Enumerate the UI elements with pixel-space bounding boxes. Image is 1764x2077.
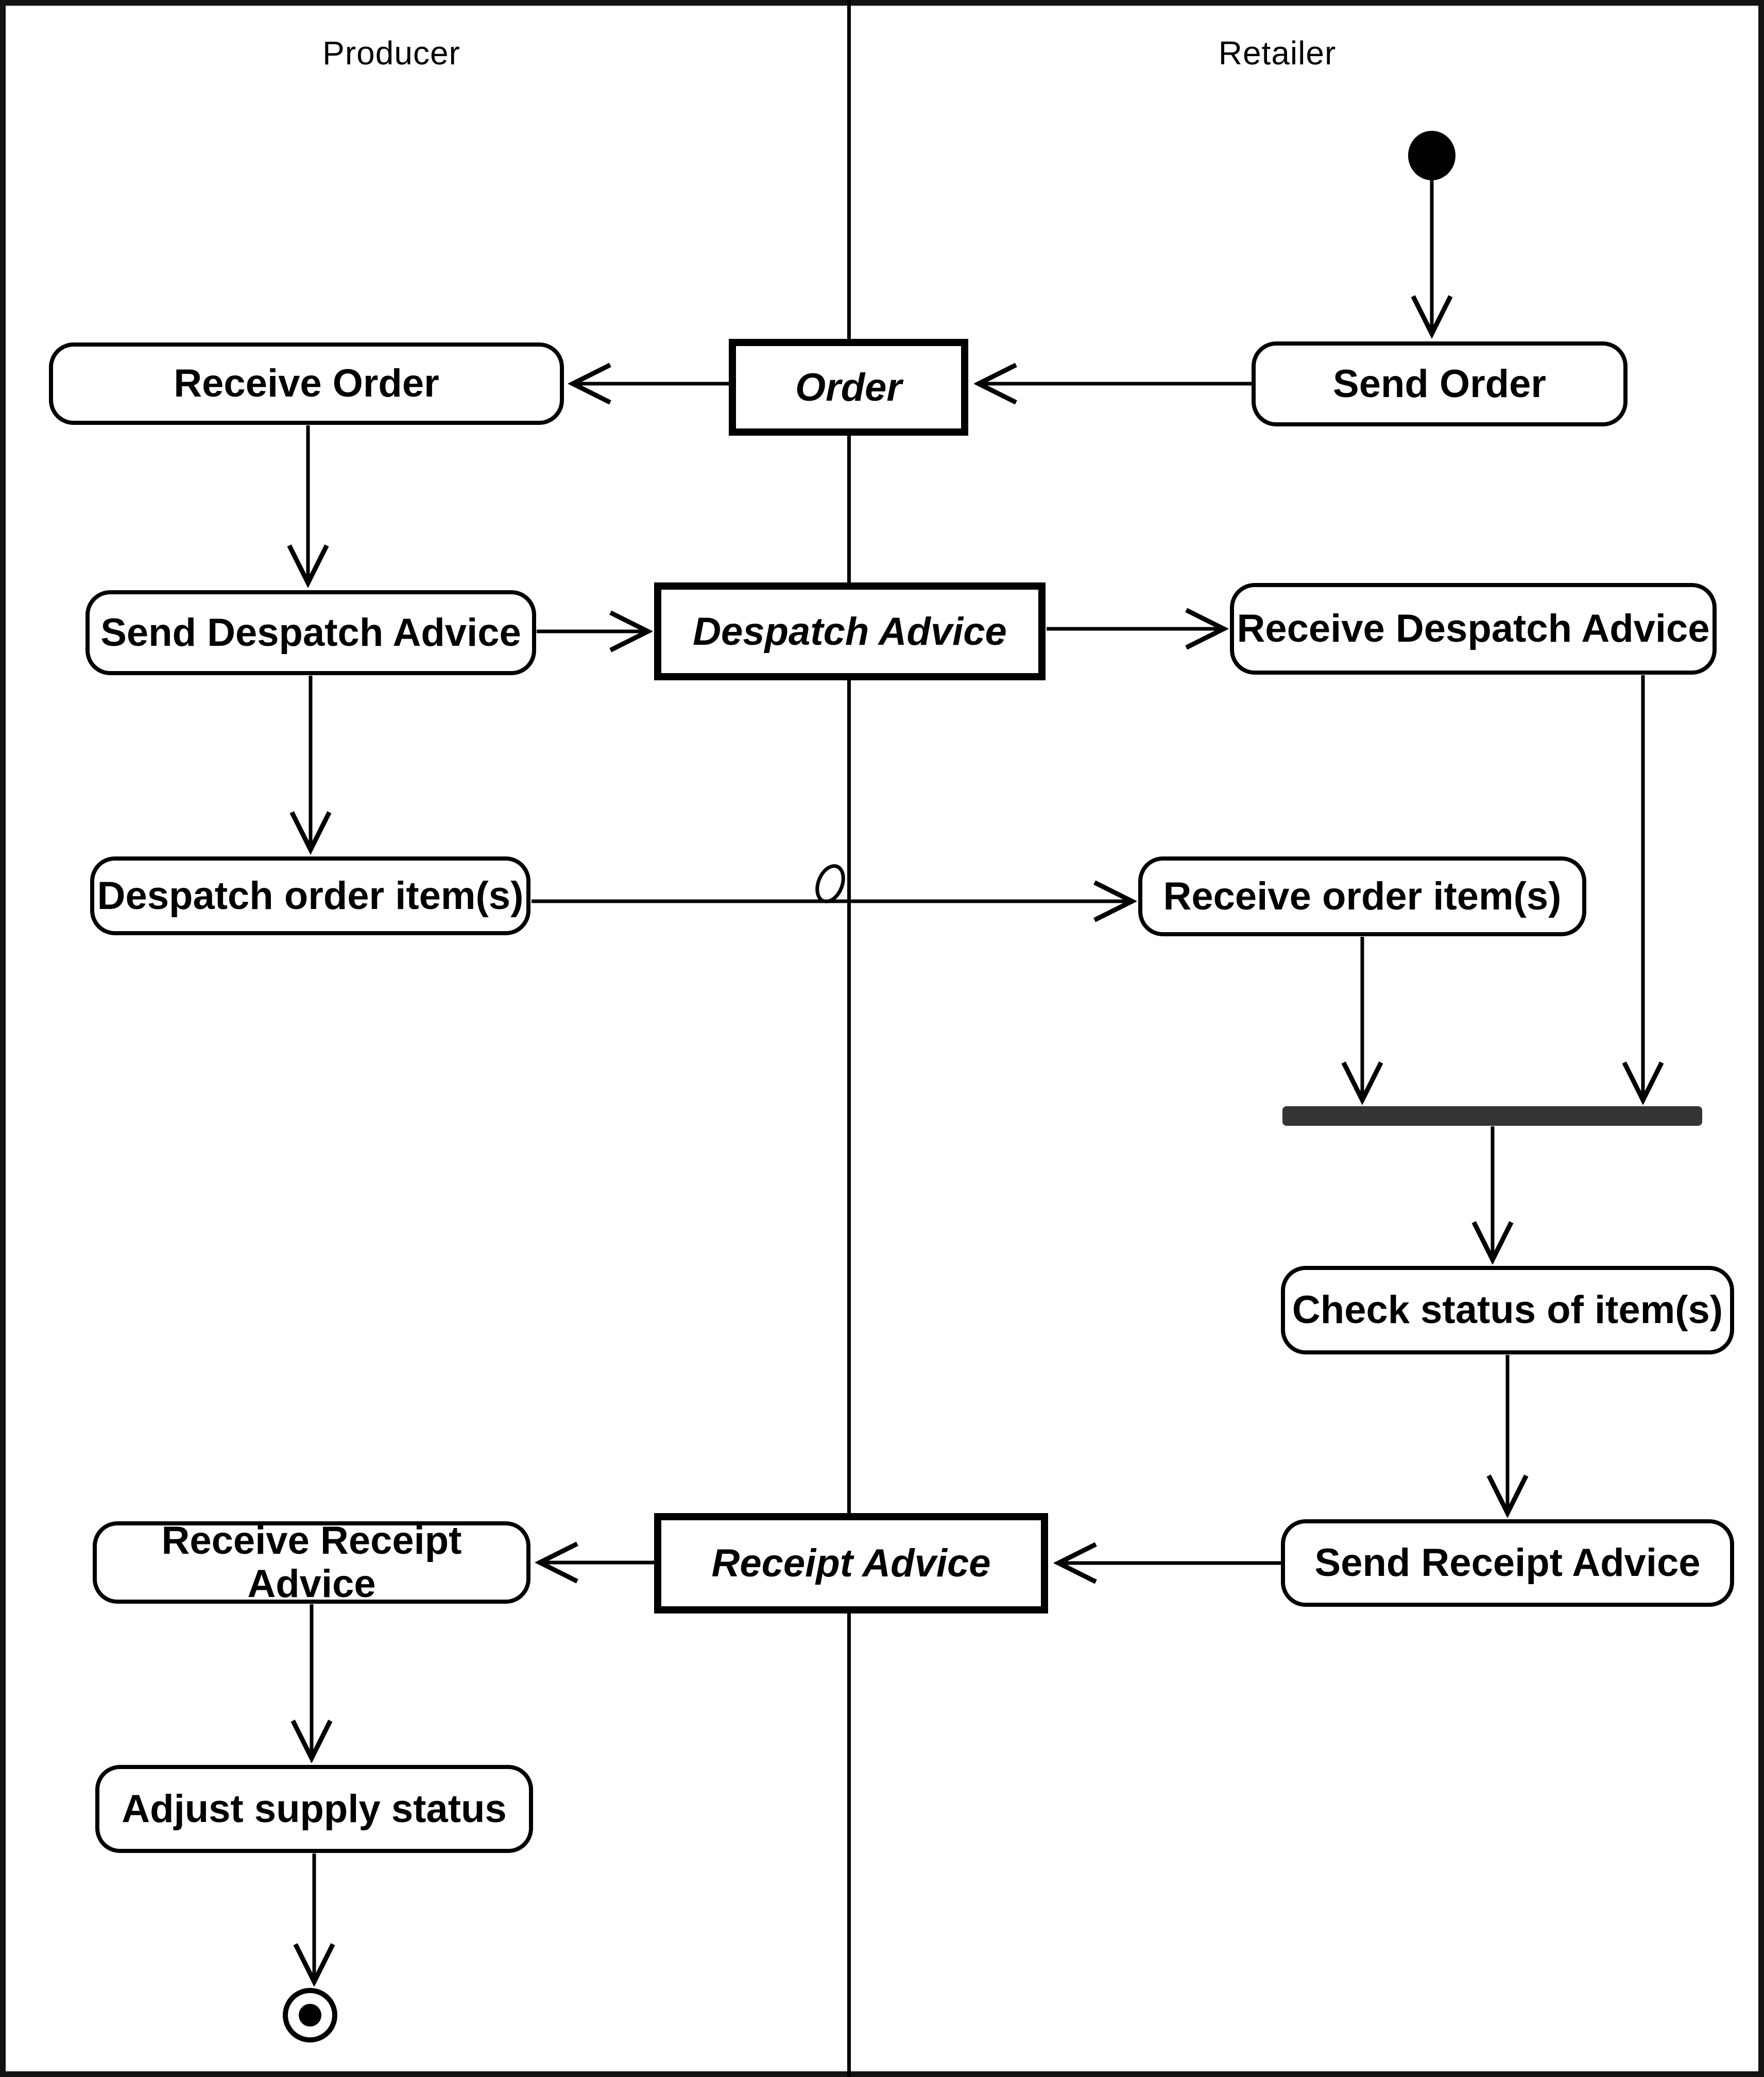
- action-receive-receipt-advice: [93, 1521, 530, 1604]
- lane-label-producer: Producer: [322, 35, 460, 72]
- action-label: Check status of item(s): [1292, 1288, 1723, 1332]
- action-label: Adjust supply status: [122, 1787, 507, 1831]
- object-label: Order: [795, 365, 902, 409]
- action-receive-despatch-advice: [1230, 583, 1717, 675]
- action-send-despatch-advice: [85, 590, 536, 675]
- action-label: Receive Receipt Advice: [161, 1519, 462, 1606]
- object-node-despatch-advice: [654, 582, 1046, 680]
- line-jump-loop: [812, 862, 848, 905]
- action-receive-order: [49, 342, 564, 425]
- object-node-order: [729, 339, 968, 436]
- action-label: Send Despatch Advice: [100, 610, 521, 655]
- object-node-receipt-advice: [654, 1513, 1048, 1613]
- final-node: [283, 1988, 337, 2042]
- action-label: Send Receipt Advice: [1314, 1541, 1701, 1585]
- action-label: Send Order: [1333, 362, 1546, 406]
- object-label: Receipt Advice: [711, 1541, 991, 1585]
- action-label: Receive Order: [174, 362, 439, 406]
- lane-label-retailer: Retailer: [1218, 35, 1337, 72]
- action-check-status: [1281, 1266, 1734, 1354]
- action-label: Receive Despatch Advice: [1237, 607, 1710, 651]
- action-send-order: [1252, 341, 1628, 426]
- action-adjust-supply-status: [95, 1765, 533, 1853]
- action-label: Receive order item(s): [1163, 874, 1562, 918]
- final-node-dot: [299, 2004, 321, 2027]
- action-send-receipt-advice: [1281, 1519, 1734, 1607]
- initial-node: [1408, 131, 1455, 180]
- action-despatch-order-items: [90, 856, 530, 935]
- object-label: Despatch Advice: [693, 609, 1007, 654]
- action-receive-order-items: [1138, 856, 1586, 936]
- action-label: Despatch order item(s): [97, 873, 524, 918]
- join-bar: [1282, 1106, 1702, 1126]
